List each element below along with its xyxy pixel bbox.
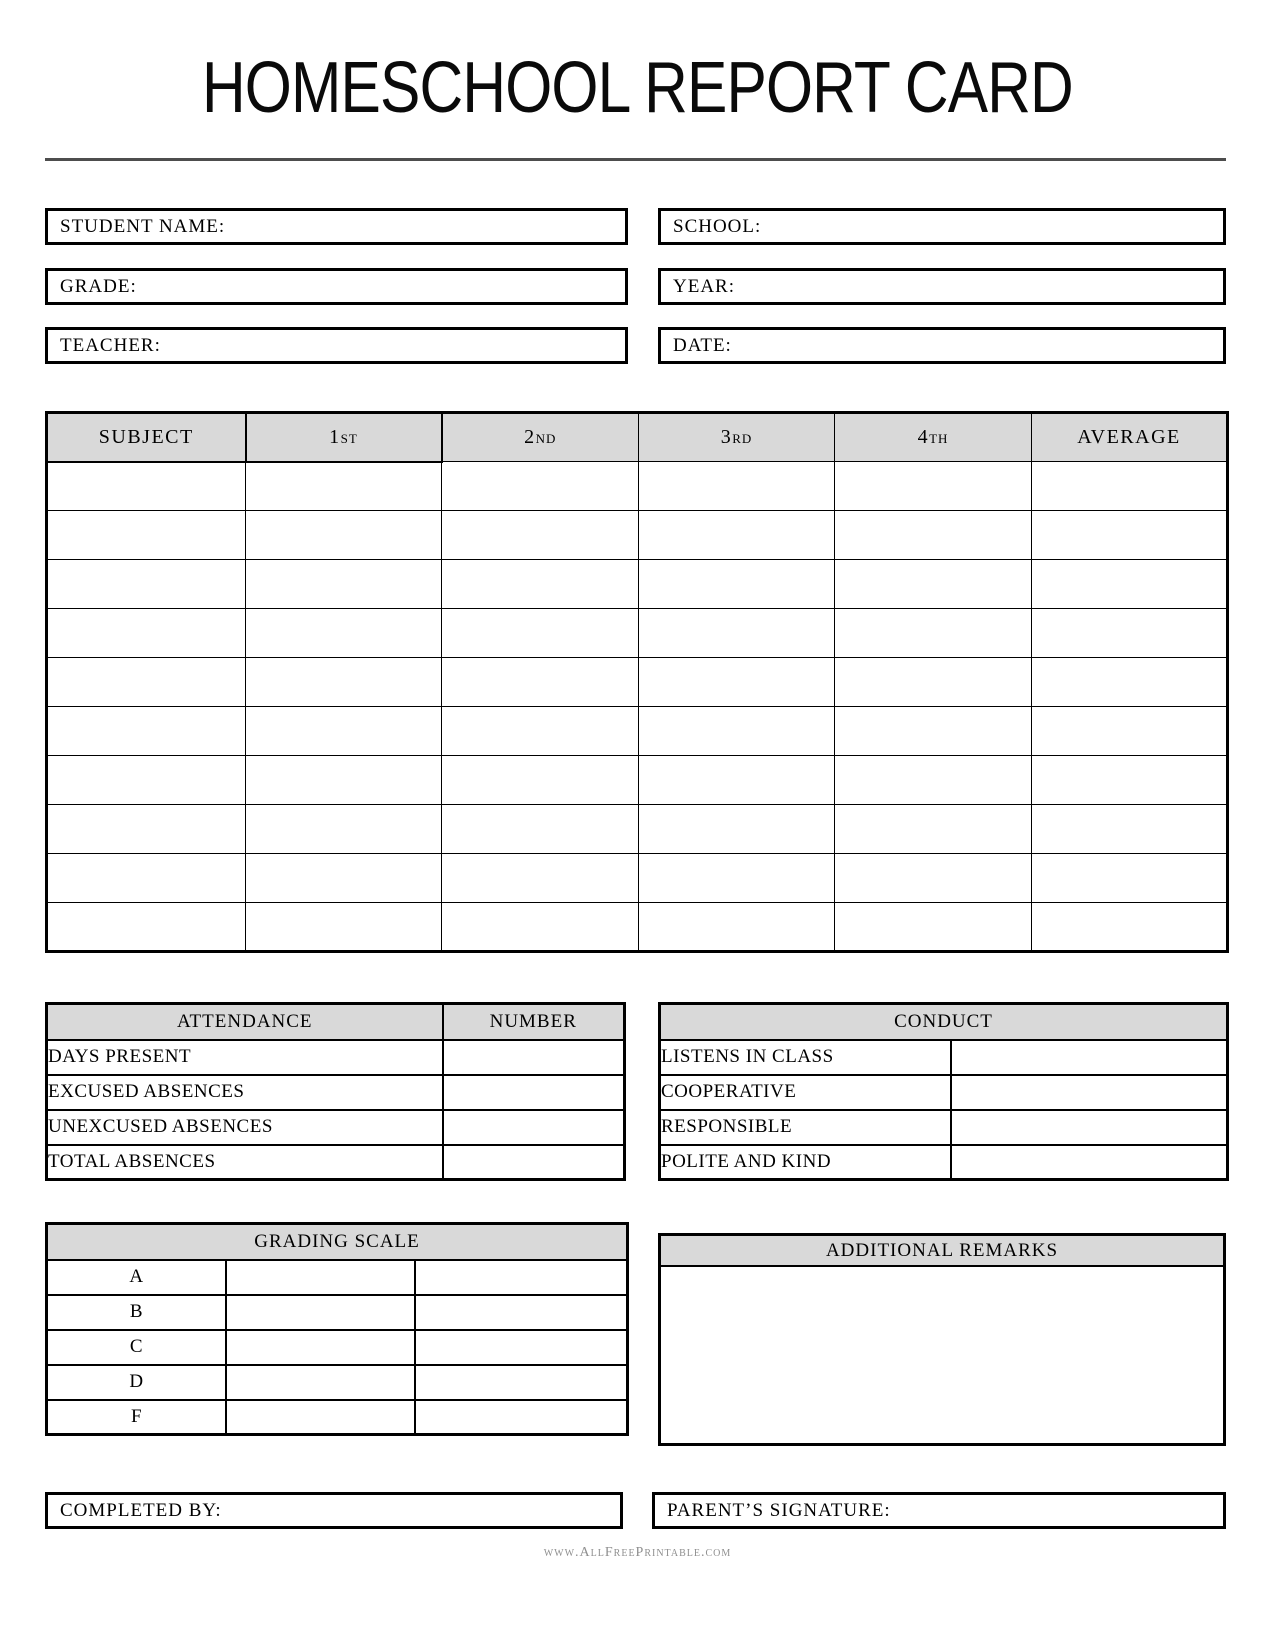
grading-scale-table <box>45 1222 629 1436</box>
grade-cell[interactable] <box>835 756 1032 805</box>
additional-remarks-field[interactable] <box>661 1267 1223 1443</box>
grade-label: GRADE: <box>60 275 137 297</box>
conduct-value-cell[interactable] <box>951 1145 1228 1180</box>
grade-cell[interactable] <box>639 560 835 609</box>
column-header-3rd: 3RD <box>639 413 835 462</box>
grade-cell[interactable] <box>1032 609 1228 658</box>
grades-row <box>47 658 1228 707</box>
grades-row <box>47 511 1228 560</box>
grades-header-row <box>47 413 1228 462</box>
year-field[interactable] <box>735 271 1223 302</box>
subject-cell[interactable] <box>47 462 246 511</box>
grade-cell[interactable] <box>246 609 442 658</box>
grade-cell[interactable] <box>246 462 442 511</box>
grade-range-cell[interactable] <box>226 1330 415 1365</box>
grade-cell[interactable] <box>639 707 835 756</box>
grades-row <box>47 609 1228 658</box>
student-name-box <box>45 208 628 245</box>
grade-cell[interactable] <box>442 805 639 854</box>
school-field[interactable] <box>761 211 1223 242</box>
attendance-value-cell[interactable] <box>443 1040 625 1075</box>
additional-remarks-section <box>658 1233 1226 1446</box>
grade-cell[interactable] <box>639 756 835 805</box>
grade-range-cell[interactable] <box>226 1365 415 1400</box>
conduct-row-label: POLITE AND KIND <box>660 1145 951 1180</box>
subject-cell[interactable] <box>47 560 246 609</box>
grade-cell[interactable] <box>835 805 1032 854</box>
conduct-row-label: RESPONSIBLE <box>660 1110 951 1145</box>
grade-cell[interactable] <box>442 854 639 903</box>
grading-scale-row <box>47 1330 628 1365</box>
conduct-row-label: COOPERATIVE <box>660 1075 951 1110</box>
grade-range-cell[interactable] <box>226 1295 415 1330</box>
parent-signature-field[interactable] <box>891 1495 1223 1526</box>
school-label: SCHOOL: <box>673 215 762 237</box>
page-title <box>0 48 1275 128</box>
student-name-field[interactable] <box>225 211 625 242</box>
attendance-row-label: EXCUSED ABSENCES <box>47 1075 443 1110</box>
grade-cell[interactable] <box>835 609 1032 658</box>
grade-cell[interactable] <box>639 805 835 854</box>
column-header-4th: 4TH <box>835 413 1032 462</box>
year-label: YEAR: <box>673 275 735 297</box>
grade-description-cell[interactable] <box>415 1260 628 1295</box>
subject-cell[interactable] <box>47 707 246 756</box>
grade-cell[interactable] <box>246 560 442 609</box>
grade-letter: A <box>47 1260 226 1295</box>
attendance-row-label: DAYS PRESENT <box>47 1040 443 1075</box>
attendance-value-cell[interactable] <box>443 1110 625 1145</box>
column-header-subject: SUBJECT <box>47 413 246 462</box>
attendance-row-label: UNEXCUSED ABSENCES <box>47 1110 443 1145</box>
grades-table <box>45 411 1229 953</box>
grade-description-cell[interactable] <box>415 1295 628 1330</box>
conduct-value-cell[interactable] <box>951 1075 1228 1110</box>
grade-range-cell[interactable] <box>226 1400 415 1435</box>
grade-cell[interactable] <box>246 805 442 854</box>
attendance-row-label: TOTAL ABSENCES <box>47 1145 443 1180</box>
grade-cell[interactable] <box>835 707 1032 756</box>
student-name-label: STUDENT NAME: <box>60 215 226 237</box>
grade-cell[interactable] <box>1032 511 1228 560</box>
grading-scale-header-row <box>47 1224 628 1260</box>
grade-description-cell[interactable] <box>415 1330 628 1365</box>
grade-cell[interactable] <box>639 511 835 560</box>
grade-cell[interactable] <box>442 462 639 511</box>
subject-cell[interactable] <box>47 903 246 952</box>
subject-cell[interactable] <box>47 756 246 805</box>
grading-scale-header: GRADING SCALE <box>47 1224 628 1260</box>
conduct-row-label: LISTENS IN CLASS <box>660 1040 951 1075</box>
grades-row <box>47 854 1228 903</box>
grade-letter: B <box>47 1295 226 1330</box>
subject-cell[interactable] <box>47 609 246 658</box>
parent-signature-box <box>652 1492 1226 1529</box>
grade-letter: C <box>47 1330 226 1365</box>
grade-cell[interactable] <box>442 658 639 707</box>
grading-scale-row <box>47 1260 628 1295</box>
additional-remarks-header: ADDITIONAL REMARKS <box>661 1236 1223 1267</box>
teacher-field[interactable] <box>161 330 625 361</box>
column-header-1st: 1ST <box>246 413 442 462</box>
grade-cell[interactable] <box>246 707 442 756</box>
attendance-value-cell[interactable] <box>443 1145 625 1180</box>
grades-row <box>47 805 1228 854</box>
completed-by-label: COMPLETED BY: <box>60 1499 222 1521</box>
date-box <box>658 327 1226 364</box>
grade-cell[interactable] <box>1032 707 1228 756</box>
grade-range-cell[interactable] <box>226 1260 415 1295</box>
grade-cell[interactable] <box>442 560 639 609</box>
page-title-text: HOMESCHOOL REPORT CARD <box>202 48 1073 128</box>
grade-cell[interactable] <box>442 609 639 658</box>
conduct-row <box>660 1110 1228 1145</box>
grade-cell[interactable] <box>639 609 835 658</box>
footer-url: www.AllFreePrintable.com <box>543 1545 732 1560</box>
grade-description-cell[interactable] <box>415 1365 628 1400</box>
grade-cell[interactable] <box>1032 658 1228 707</box>
completed-by-field[interactable] <box>222 1495 620 1526</box>
grade-cell[interactable] <box>246 903 442 952</box>
subject-cell[interactable] <box>47 511 246 560</box>
grade-cell[interactable] <box>1032 854 1228 903</box>
grades-row <box>47 903 1228 952</box>
grade-cell[interactable] <box>246 854 442 903</box>
grade-letter: F <box>47 1400 226 1435</box>
date-field[interactable] <box>732 330 1223 361</box>
grade-box <box>45 268 628 305</box>
grade-description-cell[interactable] <box>415 1400 628 1435</box>
grade-letter: D <box>47 1365 226 1400</box>
conduct-header: CONDUCT <box>660 1004 1228 1040</box>
grades-row <box>47 462 1228 511</box>
grade-cell[interactable] <box>1032 560 1228 609</box>
year-box <box>658 268 1226 305</box>
grades-row <box>47 560 1228 609</box>
attendance-row <box>47 1110 625 1145</box>
grade-cell[interactable] <box>246 756 442 805</box>
attendance-row <box>47 1145 625 1180</box>
grade-cell[interactable] <box>246 511 442 560</box>
grade-cell[interactable] <box>442 756 639 805</box>
grade-cell[interactable] <box>835 462 1032 511</box>
conduct-header-row <box>660 1004 1228 1040</box>
grade-cell[interactable] <box>639 903 835 952</box>
conduct-value-cell[interactable] <box>951 1040 1228 1075</box>
attendance-header: ATTENDANCE <box>47 1004 443 1040</box>
grades-row <box>47 707 1228 756</box>
teacher-box <box>45 327 628 364</box>
date-label: DATE: <box>673 334 732 356</box>
completed-by-box <box>45 1492 623 1529</box>
grade-cell[interactable] <box>835 903 1032 952</box>
column-header-2nd: 2ND <box>442 413 639 462</box>
grade-cell[interactable] <box>835 511 1032 560</box>
grading-scale-row <box>47 1400 628 1435</box>
grade-cell[interactable] <box>442 511 639 560</box>
conduct-value-cell[interactable] <box>951 1110 1228 1145</box>
conduct-row <box>660 1075 1228 1110</box>
teacher-label: TEACHER: <box>60 334 161 356</box>
grade-cell[interactable] <box>639 854 835 903</box>
subject-cell[interactable] <box>47 854 246 903</box>
attendance-header-row <box>47 1004 625 1040</box>
grade-cell[interactable] <box>1032 756 1228 805</box>
grade-cell[interactable] <box>639 462 835 511</box>
grade-cell[interactable] <box>1032 903 1228 952</box>
attendance-row <box>47 1075 625 1110</box>
column-header-average: AVERAGE <box>1032 413 1228 462</box>
conduct-row <box>660 1040 1228 1075</box>
grade-cell[interactable] <box>1032 805 1228 854</box>
grading-scale-row <box>47 1295 628 1330</box>
grade-cell[interactable] <box>442 903 639 952</box>
subject-cell[interactable] <box>47 658 246 707</box>
attendance-value-cell[interactable] <box>443 1075 625 1110</box>
attendance-table <box>45 1002 626 1181</box>
grades-row <box>47 756 1228 805</box>
grade-cell[interactable] <box>246 658 442 707</box>
grade-cell[interactable] <box>835 854 1032 903</box>
attendance-number-header: NUMBER <box>443 1004 625 1040</box>
conduct-row <box>660 1145 1228 1180</box>
grade-cell[interactable] <box>639 658 835 707</box>
school-box <box>658 208 1226 245</box>
grade-field[interactable] <box>137 271 625 302</box>
grade-cell[interactable] <box>1032 462 1228 511</box>
grade-cell[interactable] <box>835 658 1032 707</box>
subject-cell[interactable] <box>47 805 246 854</box>
title-divider-rule <box>45 158 1226 161</box>
parent-signature-label: PARENT’S SIGNATURE: <box>667 1499 891 1521</box>
attendance-row <box>47 1040 625 1075</box>
grade-cell[interactable] <box>442 707 639 756</box>
grading-scale-row <box>47 1365 628 1400</box>
conduct-table <box>658 1002 1229 1181</box>
grade-cell[interactable] <box>835 560 1032 609</box>
